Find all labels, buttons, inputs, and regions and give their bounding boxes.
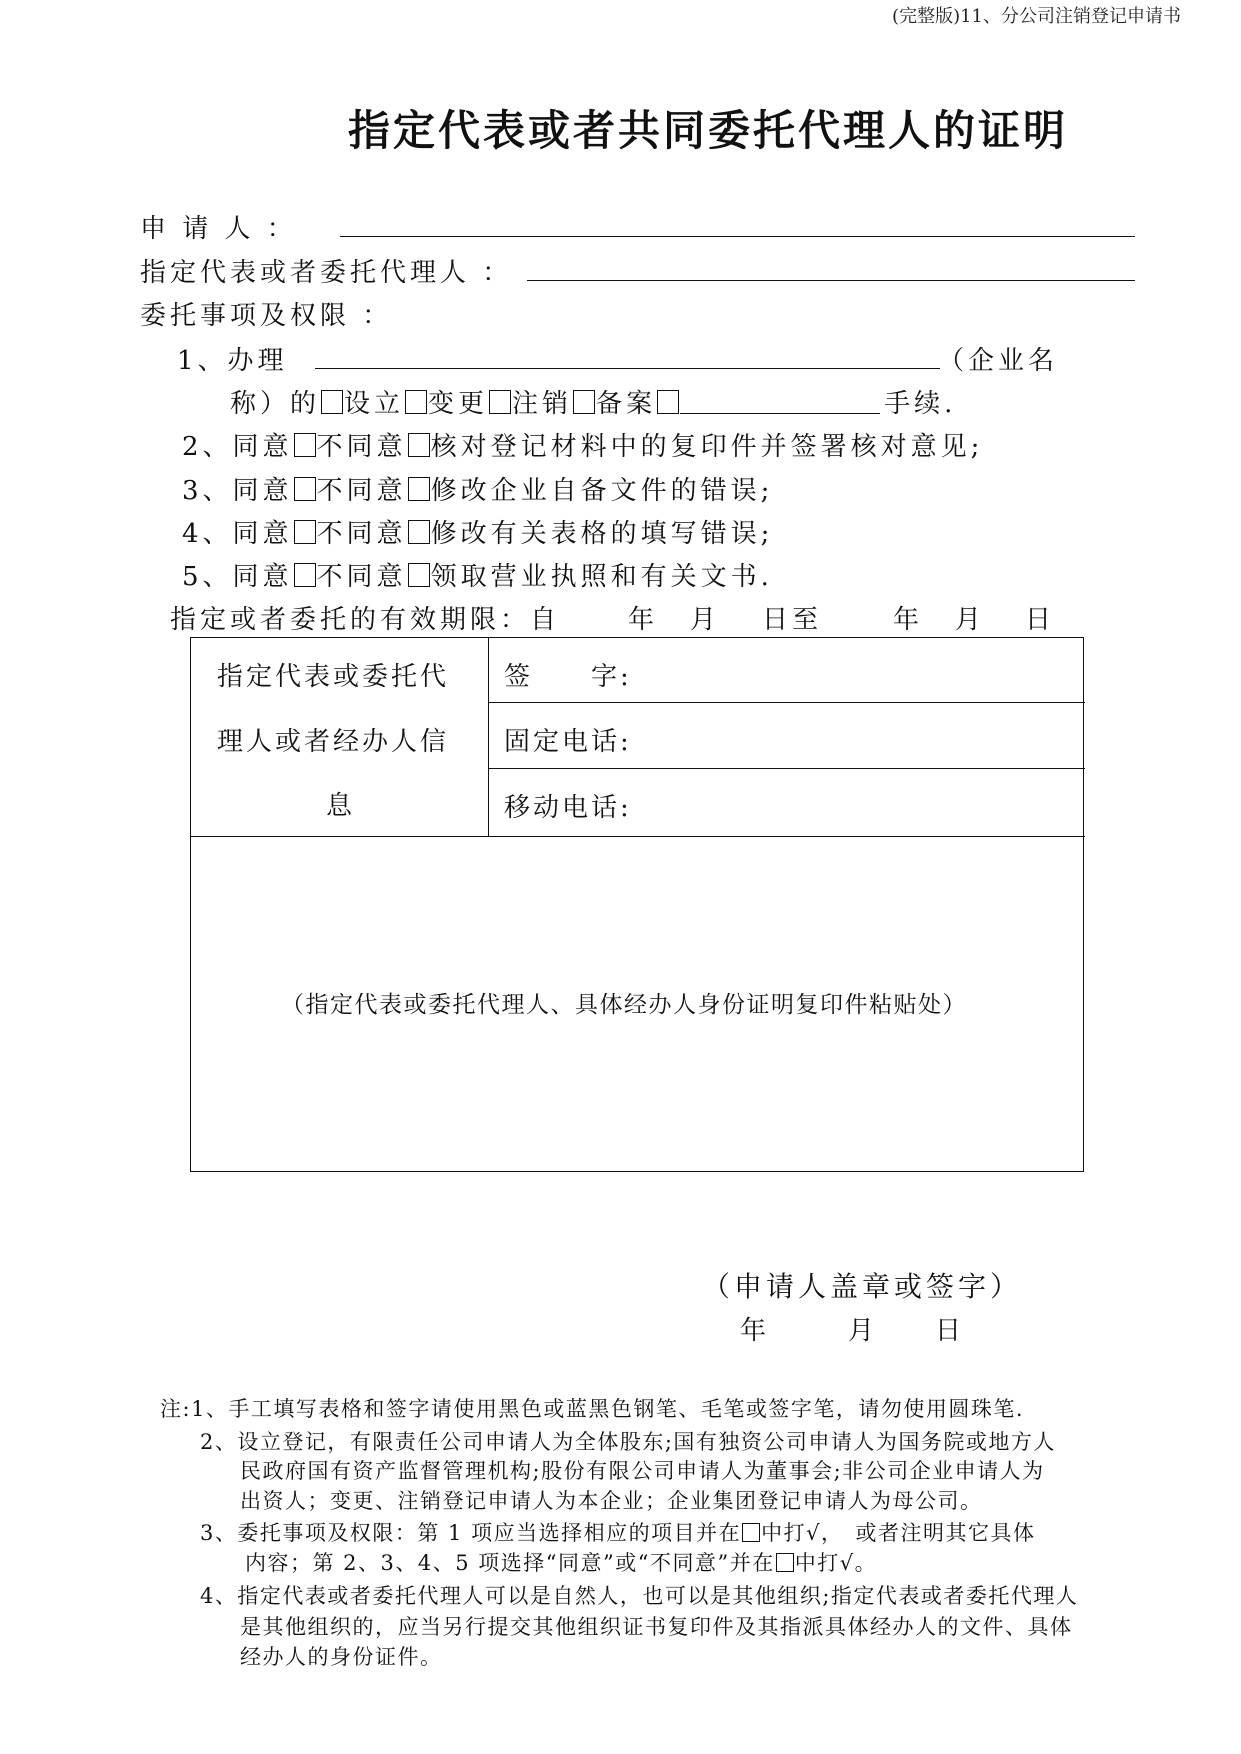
- validity-year2: 年: [893, 605, 924, 635]
- agree-label: 4、同意: [182, 519, 293, 549]
- list-item: [182, 470, 773, 507]
- note-4b: 是其他组织的，应当另行提交其他组织证书复印件及其指派具体经办人的文件、具体: [240, 1615, 1073, 1639]
- list-item: [182, 426, 983, 463]
- other-procedure-field[interactable]: [680, 391, 880, 414]
- checkbox-record[interactable]: [573, 390, 595, 414]
- checkbox-establish[interactable]: [321, 390, 343, 414]
- applicant-label: 申 请 人 ：: [140, 214, 297, 244]
- note-3b-pre: 内容；第 2、3、4、5 项选择“同意”或“不同意”并在: [245, 1551, 775, 1575]
- signature-day: 日: [935, 1316, 966, 1346]
- validity-year1: 年: [628, 605, 659, 635]
- note-3b: [245, 1547, 877, 1577]
- agent-field[interactable]: [527, 280, 1135, 281]
- disagree-label: 不同意: [316, 519, 407, 549]
- checkbox-change[interactable]: [405, 390, 427, 414]
- item1-line2-prefix: 称）的: [230, 389, 321, 419]
- item1-line2: [230, 383, 956, 420]
- checkbox-disagree[interactable]: [408, 563, 430, 587]
- table-divider: [191, 836, 1085, 837]
- validity-day-to: 日至: [762, 605, 823, 635]
- agree-label: 2、同意: [182, 432, 293, 462]
- procedure-label: 手续.: [884, 389, 957, 419]
- table-divider: [488, 638, 489, 836]
- matters-label: 委托事项及权限 ：: [140, 301, 393, 331]
- enterprise-name-field[interactable]: [315, 368, 940, 369]
- note-3b-post: 中打√。: [794, 1551, 878, 1575]
- item-text: 修改企业自备文件的错误;: [430, 476, 774, 506]
- checkbox-disagree[interactable]: [408, 520, 430, 544]
- table-divider: [488, 702, 1085, 703]
- id-paste-area: （指定代表或委托代理人、具体经办人身份证明复印件粘贴处）: [281, 992, 967, 1018]
- opt-record-label: 备案: [596, 389, 657, 419]
- document-header: (完整版)11、分公司注销登记申请书: [892, 6, 1181, 27]
- note-checkbox-icon: [776, 1553, 794, 1572]
- opt-establish-label: 设立: [344, 389, 405, 419]
- agent-info-table: [190, 637, 1084, 1172]
- note-4a: 4、指定代表或者委托代理人可以是自然人，也可以是其他组织;指定代表或者委托代理人: [200, 1584, 1079, 1608]
- phone-label: 固定电话:: [504, 727, 632, 757]
- checkbox-disagree[interactable]: [408, 433, 430, 457]
- checkbox-disagree[interactable]: [408, 477, 430, 501]
- sign-label: 签 字:: [504, 662, 632, 692]
- note-3a-pre: 3、委托事项及权限：第 1 项应当选择相应的项目并在: [200, 1521, 742, 1545]
- applicant-field[interactable]: [340, 236, 1135, 237]
- checkbox-other[interactable]: [657, 390, 679, 414]
- item-text: 领取营业执照和有关文书.: [430, 562, 773, 592]
- note-2b: 民政府国有资产监督管理机构;股份有限公司申请人为董事会;非公司企业申请人为: [240, 1459, 1045, 1483]
- mobile-label: 移动电话:: [504, 793, 632, 823]
- checkbox-agree[interactable]: [294, 433, 316, 457]
- item-text: 修改有关表格的填写错误;: [430, 519, 774, 549]
- disagree-label: 不同意: [316, 476, 407, 506]
- checkbox-agree[interactable]: [294, 563, 316, 587]
- checkbox-agree[interactable]: [294, 520, 316, 544]
- table-divider: [488, 768, 1085, 769]
- note-1: 注:1、手工填写表格和签字请使用黑色或蓝黑色钢笔、毛笔或签字笔，请勿使用圆珠笔.: [160, 1397, 1025, 1421]
- info-label-line3: 息: [326, 791, 356, 821]
- note-3a: [200, 1517, 1035, 1547]
- list-item: [182, 513, 773, 550]
- note-2c: 出资人；变更、注销登记申请人为本企业；企业集团登记申请人为母公司。: [240, 1489, 983, 1513]
- signature-year: 年: [740, 1316, 771, 1346]
- checkbox-cancel[interactable]: [489, 390, 511, 414]
- validity-month2: 月: [955, 605, 986, 635]
- signature-month: 月: [848, 1316, 879, 1346]
- item1-suffix: （企业名: [938, 346, 1059, 376]
- agree-label: 5、同意: [182, 562, 293, 592]
- page-title: 指定代表或者共同委托代理人的证明: [348, 106, 1069, 155]
- list-item: [182, 556, 773, 593]
- validity-day2: 日: [1025, 605, 1056, 635]
- note-2a: 2、设立登记，有限责任公司申请人为全体股东;国有独资公司申请人为国务院或地方人: [200, 1430, 1056, 1454]
- validity-label: 指定或者委托的有效期限：自: [170, 605, 561, 635]
- item-text: 核对登记材料中的复印件并签署核对意见;: [430, 432, 984, 462]
- note-3a-post: 中打√， 或者注明其它具体: [761, 1521, 1036, 1545]
- checkbox-agree[interactable]: [294, 477, 316, 501]
- note-4c: 经办人的身份证件。: [240, 1645, 443, 1669]
- opt-cancel-label: 注销: [512, 389, 573, 419]
- item1-prefix: 1、办理: [177, 346, 288, 376]
- disagree-label: 不同意: [316, 562, 407, 592]
- opt-change-label: 变更: [428, 389, 489, 419]
- stamp-label: （申请人盖章或签字）: [702, 1270, 1023, 1303]
- agree-label: 3、同意: [182, 476, 293, 506]
- info-label-line1: 指定代表或委托代: [217, 662, 450, 692]
- agent-label: 指定代表或者委托代理人 ：: [140, 258, 513, 288]
- info-label-line2: 理人或者经办人信: [217, 727, 450, 757]
- note-checkbox-icon: [742, 1523, 760, 1542]
- disagree-label: 不同意: [316, 432, 407, 462]
- validity-month1: 月: [690, 605, 721, 635]
